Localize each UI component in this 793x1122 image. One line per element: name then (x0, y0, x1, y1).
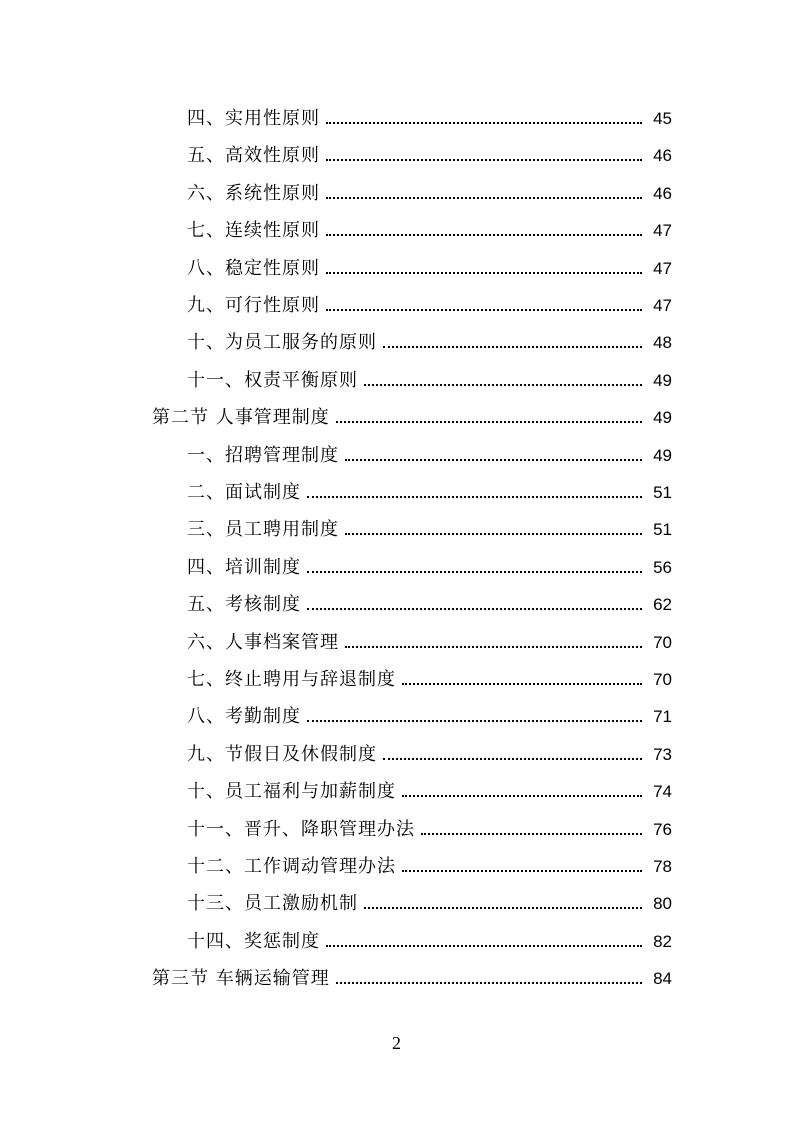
toc-entry-title: 七、终止聘用与辞退制度 (187, 669, 396, 690)
toc-entry-title: 七、连续性原则 (187, 220, 320, 242)
toc-leader-dots (326, 945, 642, 947)
toc-entry-page: 76 (653, 819, 672, 839)
toc-entry-page: 47 (653, 258, 672, 278)
toc-entry[interactable] (0, 403, 793, 433)
toc-entry[interactable] (0, 291, 793, 321)
toc-entry[interactable] (0, 590, 793, 620)
toc-leader-dots (402, 870, 642, 872)
toc-entry-page: 48 (653, 333, 672, 353)
toc-entry-title: 十四、奖惩制度 (187, 930, 320, 952)
toc-entry-title: 四、培训制度 (187, 556, 301, 578)
toc-entry-title: 九、可行性原则 (187, 295, 320, 316)
toc-leader-dots (307, 571, 642, 573)
toc-leader-dots (336, 982, 642, 984)
toc-leader-dots (326, 159, 642, 161)
toc-leader-dots (402, 683, 642, 685)
toc-leader-dots (421, 833, 642, 835)
toc-entry-title: 六、人事档案管理 (187, 631, 339, 653)
toc-entry[interactable] (0, 889, 793, 919)
toc-leader-dots (364, 907, 642, 909)
toc-leader-dots (345, 646, 642, 648)
toc-entry-page: 84 (653, 969, 672, 989)
toc-entry[interactable] (0, 964, 793, 994)
toc-entry[interactable] (0, 665, 793, 695)
toc-entry-title: 五、高效性原则 (187, 145, 320, 167)
toc-entry[interactable] (0, 328, 793, 358)
toc-leader-dots (307, 720, 642, 722)
toc-entry-title: 三、员工聘用制度 (187, 519, 339, 541)
toc-entry[interactable] (0, 104, 793, 134)
toc-entry-page: 49 (653, 370, 672, 390)
toc-entry-page: 46 (653, 183, 672, 203)
toc-entry-page: 82 (653, 931, 672, 951)
toc-entry-title: 第三节 车辆运输管理 (152, 968, 330, 990)
toc-entry-title: 十、员工福利与加薪制度 (187, 781, 396, 803)
toc-entry-page: 49 (653, 445, 672, 465)
toc-leader-dots (326, 234, 642, 236)
toc-entry-page: 71 (653, 707, 672, 727)
toc-entry-page: 45 (653, 109, 672, 128)
toc-entry-page: 47 (653, 296, 672, 315)
toc-entry[interactable] (0, 777, 793, 807)
toc-entry-title: 十一、权责平衡原则 (187, 369, 358, 391)
toc-entry-title: 第二节 人事管理制度 (152, 407, 330, 429)
toc-leader-dots (326, 309, 642, 311)
page-number: 2 (392, 1033, 401, 1053)
toc-entry-title: 十三、员工激励机制 (187, 893, 358, 915)
toc-entry[interactable] (0, 179, 793, 209)
toc-entry[interactable] (0, 141, 793, 171)
toc-leader-dots (383, 346, 642, 348)
toc-entry-title: 十一、晋升、降职管理办法 (187, 818, 415, 840)
toc-entry-page: 51 (653, 483, 672, 502)
toc-leader-dots (364, 384, 642, 386)
toc-entry-title: 八、稳定性原则 (187, 257, 320, 279)
toc-leader-dots (402, 795, 642, 797)
toc-entry-page: 51 (653, 520, 672, 540)
toc-entry-title: 四、实用性原则 (187, 108, 320, 129)
toc-entry[interactable] (0, 366, 793, 396)
toc-leader-dots (326, 197, 642, 199)
toc-entry[interactable] (0, 740, 793, 770)
toc-entry[interactable] (0, 216, 793, 246)
toc-entry-title: 十、为员工服务的原则 (187, 332, 377, 354)
toc-entry-page: 73 (653, 744, 672, 764)
toc-entry[interactable] (0, 553, 793, 583)
toc-entry[interactable] (0, 441, 793, 471)
toc-entry-title: 八、考勤制度 (187, 706, 301, 728)
toc-entry-page: 46 (653, 146, 672, 166)
toc-entry-page: 80 (653, 894, 672, 914)
toc-entry[interactable] (0, 478, 793, 508)
toc-entry-title: 十二、工作调动管理办法 (187, 856, 396, 877)
toc-entry-page: 56 (653, 557, 672, 577)
toc-entry-page: 74 (653, 782, 672, 802)
toc-entry-page: 49 (653, 408, 672, 428)
toc-entry-title: 九、节假日及休假制度 (187, 743, 377, 765)
toc-entry[interactable] (0, 254, 793, 284)
toc-entry-page: 47 (653, 221, 672, 241)
toc-leader-dots (326, 272, 642, 274)
toc-entry-page: 78 (653, 857, 672, 876)
toc-entry-title: 五、考核制度 (187, 594, 301, 616)
toc-entry[interactable] (0, 852, 793, 882)
toc-leader-dots (307, 608, 642, 610)
toc-entry[interactable] (0, 702, 793, 732)
toc-entry-title: 六、系统性原则 (187, 182, 320, 204)
toc-entry[interactable] (0, 515, 793, 545)
toc-leader-dots (383, 758, 642, 760)
toc-entry-page: 70 (653, 670, 672, 689)
toc-entry-title: 二、面试制度 (187, 482, 301, 503)
toc-leader-dots (307, 496, 642, 498)
toc-leader-dots (336, 421, 642, 423)
toc-leader-dots (345, 533, 642, 535)
toc-leader-dots (345, 459, 642, 461)
toc-entry[interactable] (0, 815, 793, 845)
toc-entry[interactable] (0, 927, 793, 957)
toc-entry-title: 一、招聘管理制度 (187, 444, 339, 466)
toc-entry[interactable] (0, 628, 793, 658)
toc-entry-page: 70 (653, 632, 672, 652)
toc-entry-page: 62 (653, 595, 672, 615)
toc-leader-dots (326, 122, 642, 124)
